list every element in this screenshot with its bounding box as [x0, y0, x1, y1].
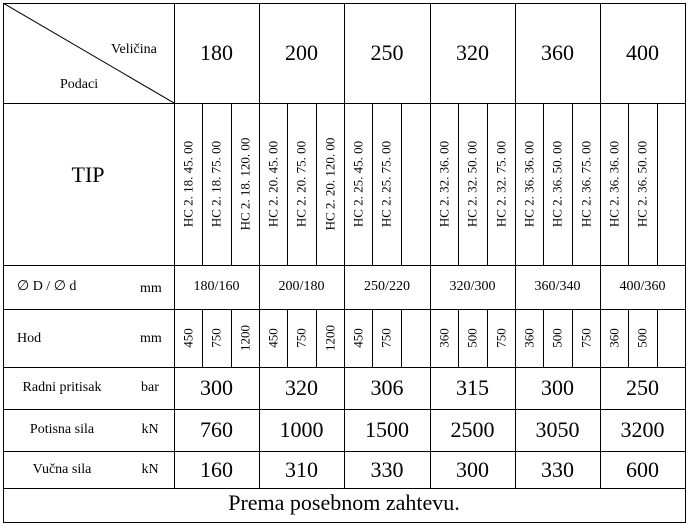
stroke-value: 750 — [578, 328, 594, 348]
push-force-value: 3050 — [535, 417, 580, 442]
stroke-subcolumn-divider — [657, 309, 658, 367]
stroke-subcolumn-divider — [401, 309, 402, 367]
column-divider — [430, 3, 431, 488]
pull-force-value: 310 — [285, 456, 318, 482]
stroke-value: 450 — [350, 328, 366, 348]
tip-code: HC 2. 18. 120. 00 — [237, 137, 253, 231]
tip-code: HC 2. 20. 75. 00 — [293, 140, 309, 228]
tip-subcolumn-divider — [316, 103, 317, 265]
stroke-subcolumn-divider — [572, 309, 573, 367]
size-value: 400 — [626, 40, 659, 65]
tip-label: TIP — [71, 162, 105, 187]
size-value: 250 — [370, 40, 404, 65]
size-value: 180 — [200, 40, 233, 65]
diameter-value: 360/340 — [534, 279, 581, 294]
stroke-value: 360 — [436, 328, 452, 348]
tip-subcolumn-divider — [543, 103, 544, 265]
pull-force-value: 300 — [456, 456, 489, 482]
column-divider — [600, 3, 601, 488]
tip-code: HC 2. 32. 50. 00 — [464, 140, 480, 228]
stroke-subcolumn-divider — [202, 309, 203, 367]
tip-subcolumn-divider — [231, 103, 232, 265]
tip-code: HC 2. 36. 36. 00 — [606, 140, 622, 228]
size-value: 200 — [285, 40, 318, 65]
column-divider — [515, 3, 516, 488]
pressure-label: Radni pritisak — [22, 380, 102, 395]
tip-code: HC 2. 20. 45. 00 — [265, 140, 281, 228]
tip-code: HC 2. 18. 75. 00 — [208, 140, 224, 228]
tip-code: HC 2. 32. 75. 00 — [493, 140, 509, 228]
diameter-label: ∅ D / ∅ d — [17, 279, 77, 294]
size-value: 360 — [541, 40, 574, 65]
push-force-unit: kN — [141, 422, 159, 437]
stroke-value: 750 — [208, 328, 224, 348]
stroke-subcolumn-divider — [316, 309, 317, 367]
tip-subcolumn-divider — [372, 103, 373, 265]
diameter-value: 180/160 — [193, 279, 240, 294]
tip-code: HC 2. 25. 75. 00 — [378, 140, 394, 228]
stroke-subcolumn-divider — [458, 309, 459, 367]
diameter-value: 320/300 — [449, 279, 496, 294]
stroke-value: 750 — [493, 328, 509, 348]
size-value: 320 — [456, 40, 489, 65]
pressure-value: 306 — [370, 375, 404, 400]
push-force-label: Potisna sila — [29, 422, 95, 437]
tip-subcolumn-divider — [487, 103, 488, 265]
pull-force-unit: kN — [141, 461, 159, 477]
stroke-value: 750 — [293, 328, 309, 348]
pressure-value: 300 — [541, 375, 574, 400]
stroke-unit: mm — [140, 331, 162, 346]
stroke-label: Hod — [17, 331, 42, 346]
header-label-data: Podaci — [60, 77, 99, 92]
tip-subcolumn-divider — [458, 103, 459, 265]
stroke-subcolumn-divider — [543, 309, 544, 367]
push-force-value: 760 — [200, 417, 233, 442]
stroke-value: 450 — [265, 328, 281, 348]
tip-subcolumn-divider — [401, 103, 402, 265]
stroke-subcolumn-divider — [628, 309, 629, 367]
stroke-value: 500 — [464, 328, 480, 348]
pressure-value: 320 — [285, 375, 318, 400]
tip-code: HC 2. 36. 75. 00 — [578, 140, 594, 228]
column-divider — [344, 3, 345, 488]
stroke-value: 1200 — [237, 325, 253, 351]
stroke-value: 360 — [606, 328, 622, 348]
stroke-value: 750 — [378, 328, 394, 348]
tip-subcolumn-divider — [657, 103, 658, 265]
stroke-value: 360 — [521, 328, 537, 348]
pressure-value: 315 — [456, 375, 489, 400]
stroke-value: 500 — [634, 328, 650, 348]
pull-force-value: 160 — [200, 456, 233, 482]
tip-subcolumn-divider — [202, 103, 203, 265]
diameter-value: 250/220 — [364, 279, 410, 294]
diameter-unit: mm — [140, 281, 162, 296]
pull-force-value: 330 — [370, 456, 404, 482]
frame-bottom — [3, 522, 685, 523]
push-force-value: 1500 — [365, 417, 409, 442]
pull-force-value: 600 — [626, 456, 659, 482]
tip-code: HC 2. 36. 36. 00 — [521, 140, 537, 228]
pull-force-value: 330 — [541, 456, 574, 482]
push-force-value: 3200 — [620, 417, 665, 442]
stroke-subcolumn-divider — [287, 309, 288, 367]
column-divider — [259, 3, 260, 488]
header-label-size: Veličina — [111, 42, 157, 57]
push-force-value: 1000 — [279, 417, 324, 442]
tip-code: HC 2. 36. 50. 00 — [549, 140, 565, 228]
pressure-value: 250 — [626, 375, 659, 400]
tip-code: HC 2. 18. 45. 00 — [180, 140, 196, 228]
stroke-value: 450 — [180, 328, 196, 348]
stroke-value: 1200 — [322, 325, 338, 351]
stroke-subcolumn-divider — [487, 309, 488, 367]
tip-code: HC 2. 20. 120. 00 — [322, 137, 338, 231]
tip-code: HC 2. 32. 36. 00 — [436, 140, 452, 228]
row-divider — [3, 488, 685, 489]
stroke-subcolumn-divider — [231, 309, 232, 367]
diameter-value: 200/180 — [278, 279, 325, 294]
diameter-value: 400/360 — [619, 279, 666, 294]
frame-right — [685, 3, 686, 523]
tip-code: HC 2. 25. 45. 00 — [350, 140, 366, 228]
tip-subcolumn-divider — [572, 103, 573, 265]
column-divider — [174, 3, 175, 488]
push-force-value: 2500 — [450, 417, 495, 442]
stroke-value: 500 — [549, 328, 565, 348]
footer-note: Prema posebnom zahtevu. — [228, 490, 460, 515]
tip-subcolumn-divider — [628, 103, 629, 265]
pressure-value: 300 — [200, 375, 233, 400]
stroke-subcolumn-divider — [372, 309, 373, 367]
pull-force-label: Vučna sila — [32, 461, 92, 477]
tip-code: HC 2. 36. 50. 00 — [634, 140, 650, 228]
tip-subcolumn-divider — [287, 103, 288, 265]
pressure-unit: bar — [141, 380, 159, 395]
